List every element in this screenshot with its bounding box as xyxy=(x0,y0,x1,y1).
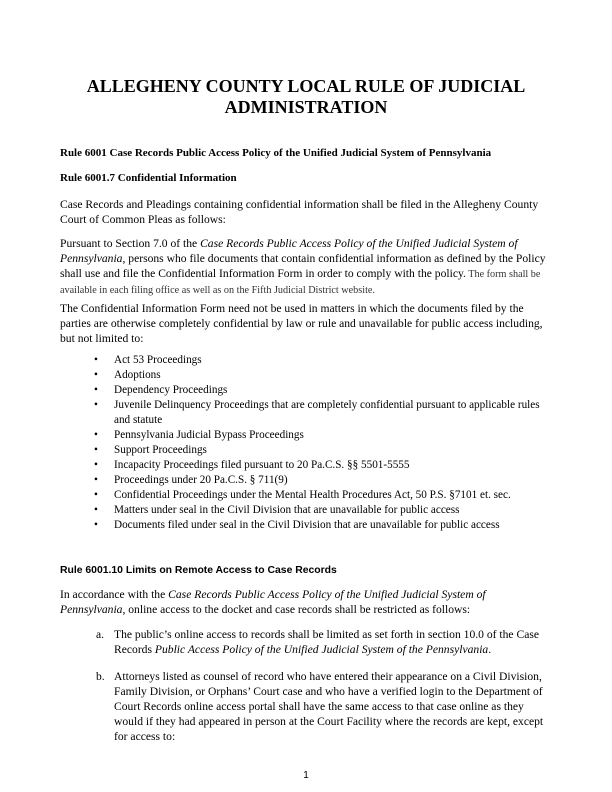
policy-title-italic: Case Records Public Access Policy of the Unified Judicial System of Pennsylvania xyxy=(60,237,518,265)
list-item: • Act 53 Proceedings xyxy=(94,353,554,368)
policy-title-italic: Public Access Policy of the Unified Judicial System of the Pennsylvania xyxy=(154,643,489,656)
paragraph-3: The Confidential Information Form need not be used in matters in which the documents filed by the parties are otherwise completely confidential by law or rule and unavailable for public access including, but not limited to: xyxy=(60,302,543,345)
paragraph-4-prefix: In accordance with the xyxy=(60,588,169,601)
list-item: • Proceedings under 20 Pa.C.S. § 711(9) xyxy=(94,473,554,488)
item-a-suffix: . xyxy=(488,643,492,656)
rule-6001-heading: Rule 6001 Case Records Public Access Policy of the Unified Judicial System of Pennsylvania xyxy=(60,147,492,159)
paragraph-2-prefix: Pursuant to Section 7.0 of the xyxy=(60,237,201,250)
policy-title-italic: Case Records Public Access Policy of the Unified Judicial System of Pennsylvania, xyxy=(60,588,486,616)
paragraph-1: Case Records and Pleadings containing confidential information shall be filed in the Allegheny County Court of Common Pleas as follows: xyxy=(60,198,539,226)
list-item: • Support Proceedings xyxy=(94,443,554,458)
list-item-text xyxy=(114,627,552,657)
list-item-a xyxy=(96,627,552,657)
page-number: 1 xyxy=(303,770,309,781)
paragraph-2-middle: , persons who file documents that contain confidential information as defined by the Policy shall use and file the Confidential Information Form in order to comply with the policy. xyxy=(60,252,546,280)
confidential-proceedings-list xyxy=(94,353,554,533)
paragraph-2 xyxy=(60,236,552,298)
page-title: ALLEGHENY COUNTY LOCAL RULE OF JUDICIAL ADMINISTRATION xyxy=(86,76,526,117)
rule-6001-7-heading: Rule 6001.7 Confidential Information xyxy=(60,172,237,184)
list-item: • Dependency Proceedings xyxy=(94,383,554,398)
paragraph-2-form-note: The form shall be available in each filing office as well as on the Fifth Judicial District website. xyxy=(60,269,541,296)
list-item-text: Attorneys listed as counsel of record who have entered their appearance on a Civil Division, Family Division, or Orphans’ Court case and who have a verified login to the Department of Court Records online access portal shall have the same access to that case online as they would if they had appeared in person at the Court Facility where the records are kept, except for access to: xyxy=(114,670,544,743)
list-item: • Documents filed under seal in the Civil Division that are unavailable for public access xyxy=(94,518,554,533)
list-item: • Confidential Proceedings under the Mental Health Procedures Act, 50 P.S. §7101 et. sec. xyxy=(94,488,554,503)
list-marker: b. xyxy=(96,670,105,683)
list-item: • Matters under seal in the Civil Division that are unavailable for public access xyxy=(94,503,554,518)
list-item: • Pennsylvania Judicial Bypass Proceedings xyxy=(94,428,554,443)
list-item: • Incapacity Proceedings filed pursuant to 20 Pa.C.S. §§ 5501-5555 xyxy=(94,458,554,473)
rule-6001-10-heading: Rule 6001.10 Limits on Remote Access to Case Records xyxy=(60,565,337,576)
list-item: • Juvenile Delinquency Proceedings that are completely confidential pursuant to applicable rules and statute xyxy=(94,398,554,428)
paragraph-4-suffix: online access to the docket and case records shall be restricted as follows: xyxy=(125,603,471,616)
item-a-prefix: The public’s online access to records shall be limited as set forth in section 10.0 of the Case Records xyxy=(114,628,539,656)
paragraph-4 xyxy=(60,587,552,617)
list-item-b xyxy=(96,669,552,744)
list-item: • Adoptions xyxy=(94,368,554,383)
list-marker: a. xyxy=(96,628,105,641)
